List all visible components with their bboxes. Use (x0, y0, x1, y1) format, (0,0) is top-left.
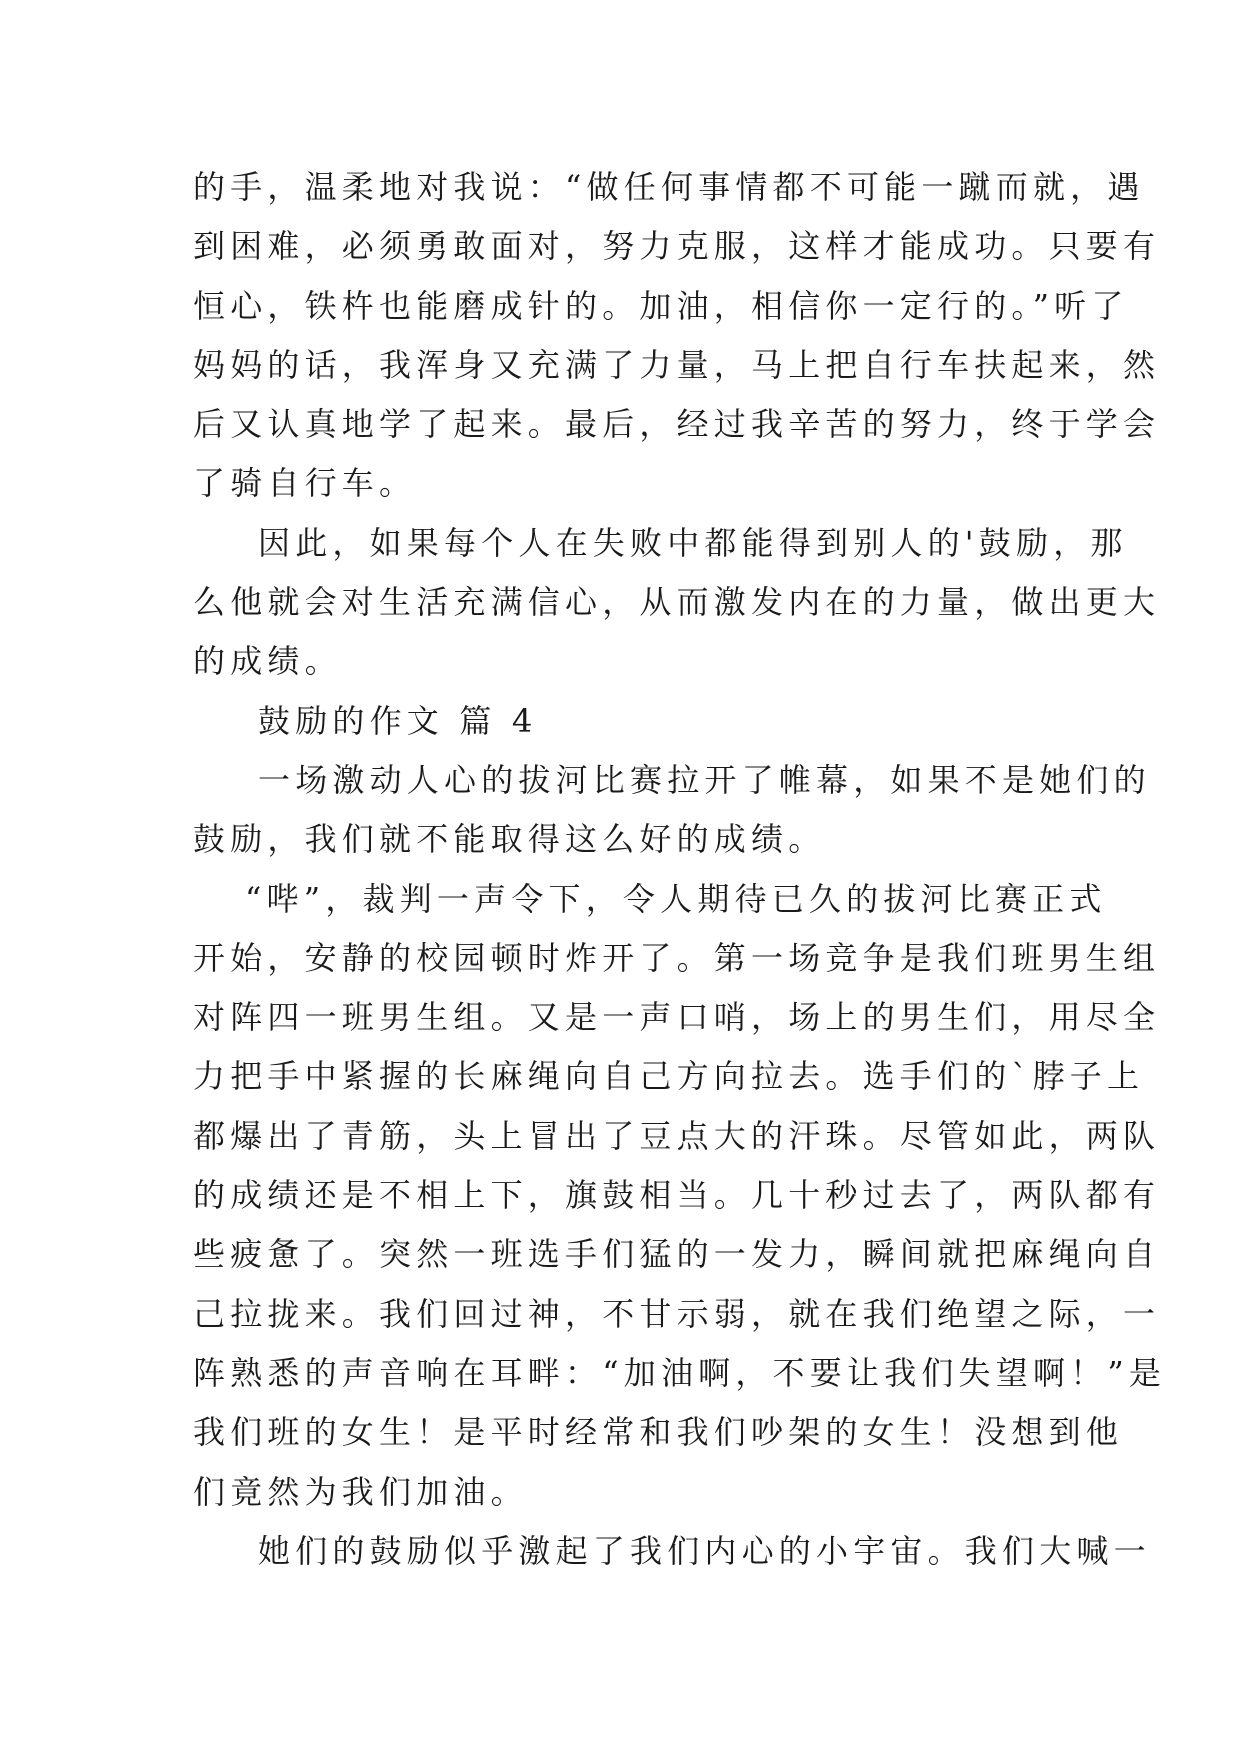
essay-body (193, 158, 1167, 1581)
text-line: 阵熟悉的声音响在耳畔：“加油啊，不要让我们失望啊！”是 (193, 1353, 1167, 1392)
text-line: 我们班的女生！是平时经常和我们吵架的女生！没想到他 (193, 1413, 1124, 1452)
section-heading: 鼓励的作文 篇 4 (258, 701, 538, 740)
text-line: 鼓励，我们就不能取得这么好的成绩。 (193, 820, 826, 859)
text-line: 对阵四一班男生组。又是一声口哨，场上的男生们，用尽全 (193, 998, 1161, 1037)
paragraph-start-line: 一场激动人心的拔河比赛拉开了帷幕，如果不是她们的 (258, 760, 1151, 799)
text-line: 后又认真地学了起来。最后，经过我辛苦的努力，终于学会 (193, 405, 1161, 444)
text-line: 了骑自行车。 (193, 464, 417, 503)
paragraph-start-line: “哔”，裁判一声令下，令人期待已久的拔河比赛正式 (245, 879, 1107, 918)
text-line: 些疲惫了。突然一班选手们猛的一发力，瞬间就把麻绳向自 (193, 1235, 1161, 1274)
text-line: 的成绩。 (193, 642, 342, 681)
text-line: 么他就会对生活充满信心，从而激发内在的力量，做出更大 (193, 583, 1161, 622)
text-line: 的手，温柔地对我说：“做任何事情都不可能一蹴而就，遇 (193, 168, 1145, 206)
paragraph-start-line: 因此，如果每个人在失败中都能得到别人的'鼓励，那 (258, 523, 1128, 562)
text-line: 都爆出了青筋，头上冒出了豆点大的汗珠。尽管如此，两队 (193, 1116, 1161, 1155)
text-line: 到困难，必须勇敢面对，努力克服，这样才能成功。只要有 (193, 227, 1161, 266)
text-line: 妈妈的话，我浑身又充满了力量，马上把自行车扶起来，然 (193, 345, 1161, 384)
paragraph-start-line: 她们的鼓励似乎激起了我们内心的小宇宙。我们大喊一 (258, 1531, 1151, 1570)
text-line: 们竟然为我们加油。 (193, 1472, 528, 1511)
text-line: 的成绩还是不相上下，旗鼓相当。几十秒过去了，两队都有 (193, 1176, 1161, 1215)
text-line: 己拉拢来。我们回过神，不甘示弱，就在我们绝望之际，一 (193, 1294, 1161, 1333)
text-line: 力把手中紧握的长麻绳向自己方向拉去。选手们的`脖子上 (193, 1057, 1145, 1096)
text-line: 恒心，铁杵也能磨成针的。加油，相信你一定行的。”听了 (193, 286, 1129, 325)
text-line: 开始，安静的校园顿时炸开了。第一场竞争是我们班男生组 (193, 938, 1161, 977)
